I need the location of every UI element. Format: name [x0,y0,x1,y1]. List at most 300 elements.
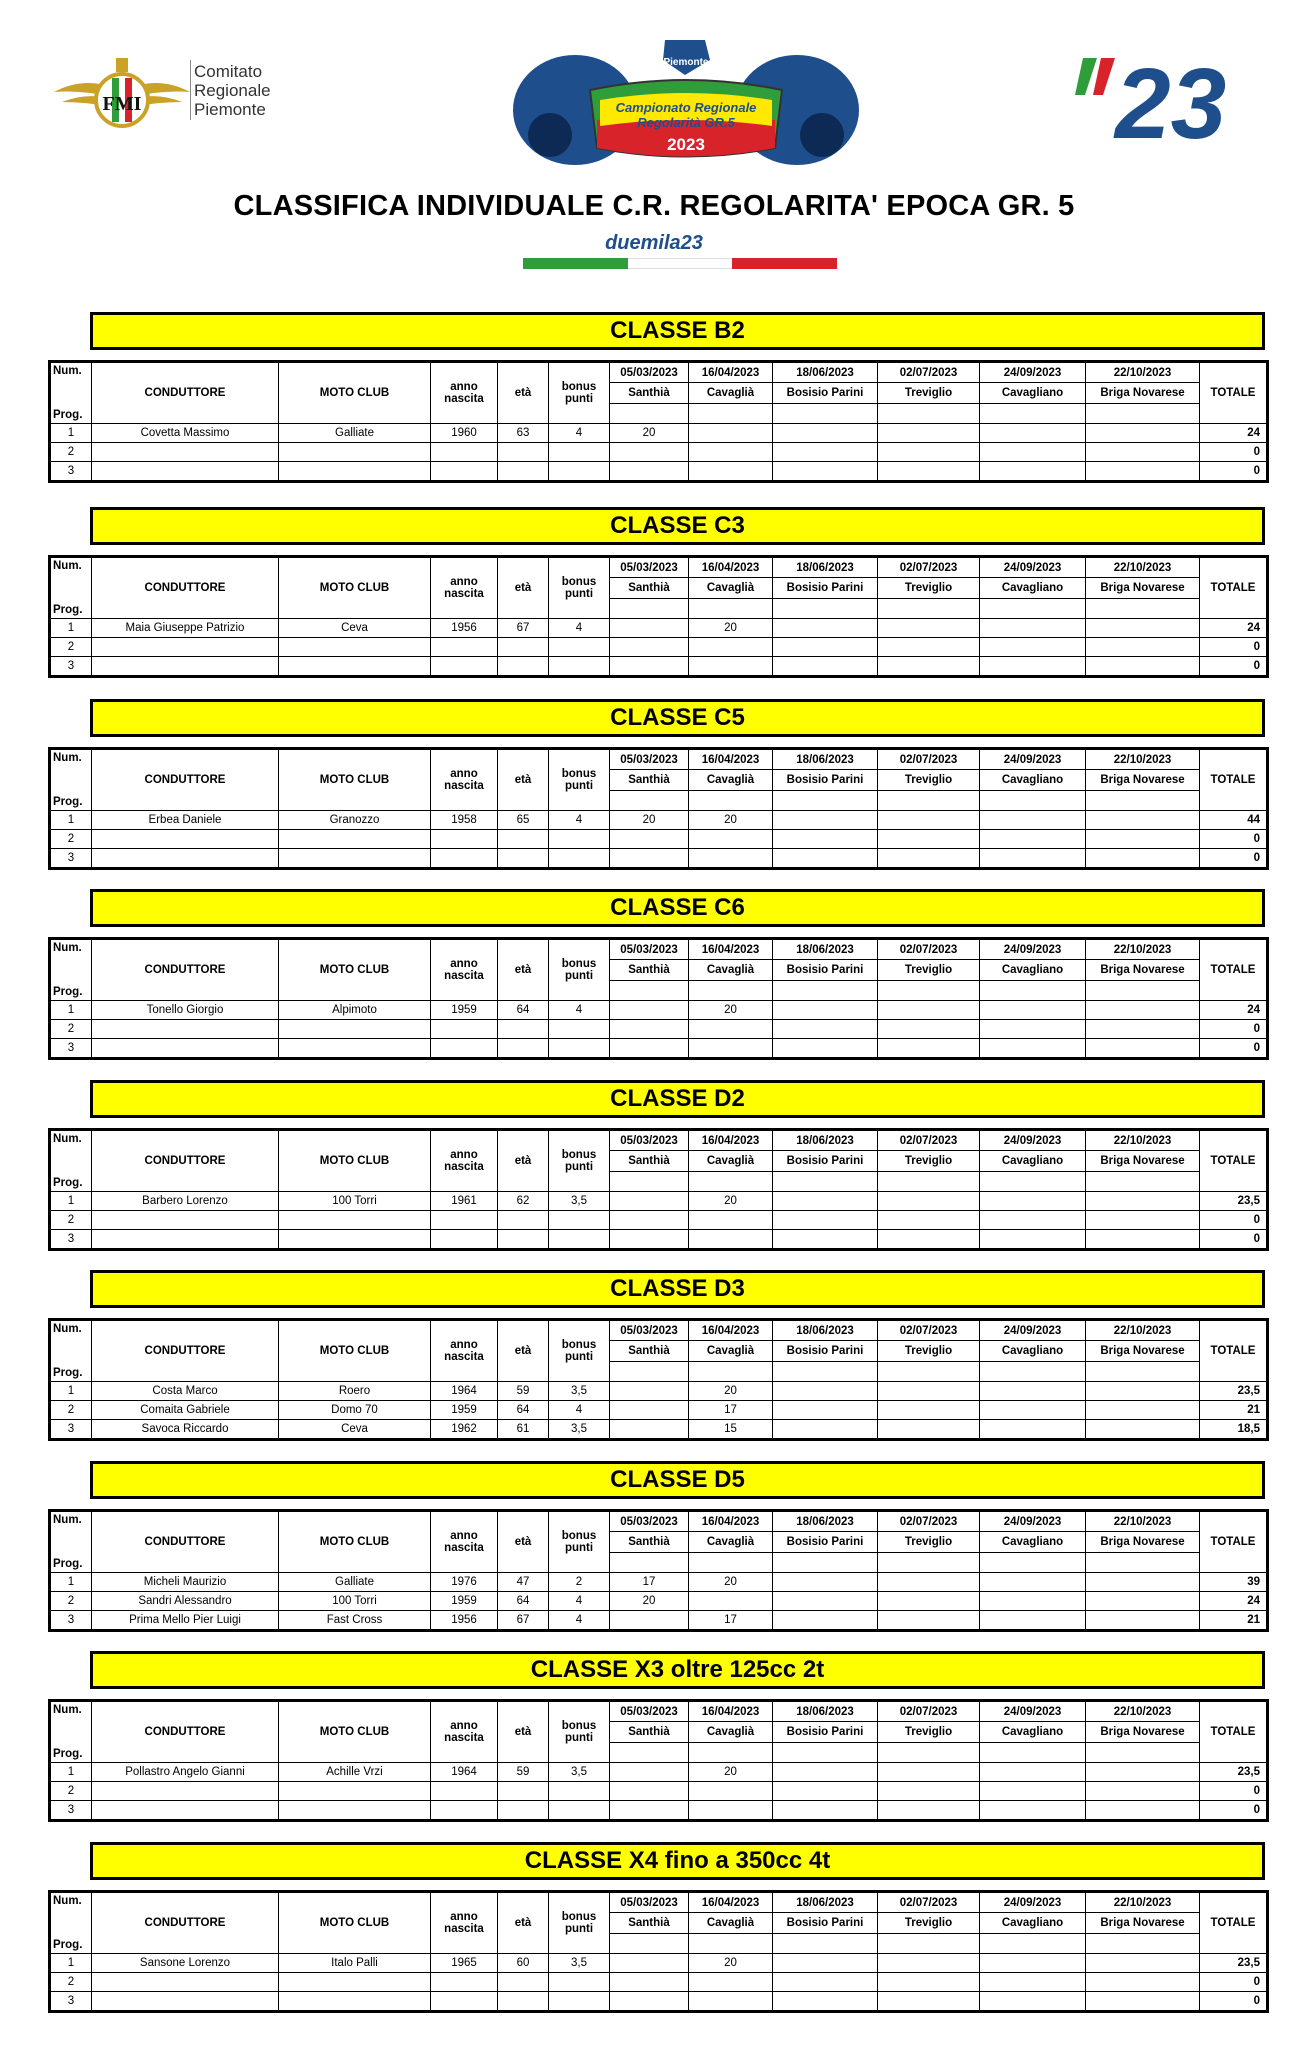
year-line-1: anno [450,1530,478,1542]
race-points [610,638,689,657]
race-date-header: 05/03/2023 [610,1701,689,1722]
race-points: 20 [689,1382,773,1401]
race-date-header: 02/07/2023 [878,1130,980,1151]
row-number: 1 [50,1382,92,1401]
bonus-line-1: bonus [561,1149,597,1161]
class-banner: CLASSE C3 [90,507,1265,545]
race-points [610,1401,689,1420]
race-date-header: 16/04/2023 [689,362,773,383]
race-date-header: 22/10/2023 [1086,557,1200,578]
race-date-header: 02/07/2023 [878,362,980,383]
prog-label: Prog. [53,1748,83,1760]
race-points [1086,1020,1200,1039]
table-row [50,1611,1268,1631]
table-row [50,1973,1268,1992]
race-points [610,1611,689,1631]
bonus-points [549,1801,610,1821]
race-points [689,1782,773,1801]
race-place-header: Treviglio [878,960,980,980]
bonus-line-2: punti [564,1923,594,1935]
bonus-line-2: punti [564,1732,594,1744]
race-place-header: Briga Novarese [1086,383,1200,403]
race-date-header: 02/07/2023 [878,749,980,770]
race-date-header: 16/04/2023 [689,939,773,960]
total-header: TOTALE [1200,1130,1268,1192]
race-points [1086,811,1200,830]
total-points: 0 [1200,1992,1268,2012]
bonus-points: 3,5 [549,1763,610,1782]
birth-year: 1964 [431,1763,498,1782]
bonus-points [549,1020,610,1039]
age [498,443,549,462]
table-row [50,1573,1268,1592]
row-number: 1 [50,1763,92,1782]
total-header: TOTALE [1200,939,1268,1001]
year-line-1: anno [450,1339,478,1351]
birth-year-header [431,749,498,811]
year-line-2: nascita [444,393,484,405]
race-blank-cell [878,790,980,810]
driver-name [92,1039,279,1059]
total-points: 0 [1200,849,1268,869]
race-blank-cell [980,1933,1086,1953]
race-place-header: Cavagliano [980,1341,1086,1361]
race-date-header: 16/04/2023 [689,749,773,770]
race-points [980,1001,1086,1020]
race-points [878,1382,980,1401]
race-points [878,1420,980,1440]
age [498,1039,549,1059]
table-row [50,657,1268,677]
race-points [610,849,689,869]
driver-name [92,443,279,462]
table-row [50,1782,1268,1801]
bonus-line-2: punti [564,1351,594,1363]
race-points [980,811,1086,830]
total-points: 0 [1200,462,1268,482]
num-label: Num. [53,560,82,572]
total-points: 0 [1200,1801,1268,1821]
race-points [980,1763,1086,1782]
race-place-header: Treviglio [878,383,980,403]
race-points [610,1382,689,1401]
driver-name: Maia Giuseppe Patrizio [92,619,279,638]
moto-club [279,1801,431,1821]
row-number: 3 [50,849,92,869]
race-points [878,638,980,657]
bonus-points: 4 [549,811,610,830]
birth-year [431,1801,498,1821]
row-number: 3 [50,1420,92,1440]
driver-name [92,1973,279,1992]
total-points: 0 [1200,1020,1268,1039]
age: 63 [498,424,549,443]
race-blank-cell [878,980,980,1000]
race-blank-cell [689,1742,773,1762]
race-place-header: Cavagliano [980,1151,1086,1171]
bonus-header [549,1320,610,1382]
race-blank-cell [980,598,1086,618]
age: 59 [498,1382,549,1401]
race-date-header: 02/07/2023 [878,939,980,960]
race-points [610,1192,689,1211]
race-points [878,1763,980,1782]
birth-year: 1976 [431,1573,498,1592]
race-blank-cell [1086,1361,1200,1381]
race-points [773,849,878,869]
total-header: TOTALE [1200,557,1268,619]
race-points [610,1211,689,1230]
race-place-header: Santhià [610,578,689,598]
row-number: 2 [50,1401,92,1420]
race-points [1086,1801,1200,1821]
race-points [773,1401,878,1420]
driver-name: Prima Mello Pier Luigi [92,1611,279,1631]
driver-name: Covetta Massimo [92,424,279,443]
birth-year-header [431,1701,498,1763]
race-points [773,1039,878,1059]
race-points [980,1020,1086,1039]
row-number: 1 [50,424,92,443]
race-points [610,619,689,638]
race-points [980,443,1086,462]
birth-year-header [431,1130,498,1192]
race-blank-cell [878,1552,980,1572]
race-place-header: Treviglio [878,1341,980,1361]
race-points [773,424,878,443]
race-place-header: Bosisio Parini [773,1722,878,1742]
prog-label: Prog. [53,1558,83,1570]
race-points [980,1992,1086,2012]
race-place-header: Cavagliano [980,960,1086,980]
bonus-points [549,1782,610,1801]
age: 65 [498,811,549,830]
table-row [50,849,1268,869]
race-points: 17 [610,1573,689,1592]
race-blank-cell [1086,790,1200,810]
race-date-header: 18/06/2023 [773,557,878,578]
moto-club: 100 Torri [279,1592,431,1611]
results-table [48,555,1269,678]
race-date-header: 05/03/2023 [610,557,689,578]
driver-name: Barbero Lorenzo [92,1192,279,1211]
race-points [689,638,773,657]
race-points [773,1382,878,1401]
num-prog-header [50,362,92,424]
birth-year: 1964 [431,1382,498,1401]
class-banner: CLASSE C6 [90,889,1265,927]
race-place-header: Treviglio [878,1532,980,1552]
age-header: età [498,939,549,1001]
race-points: 20 [610,1592,689,1611]
class-banner: CLASSE D2 [90,1080,1265,1118]
race-points [773,830,878,849]
race-points [773,1782,878,1801]
race-blank-cell [1086,980,1200,1000]
race-points [773,1973,878,1992]
race-date-header: 24/09/2023 [980,939,1086,960]
results-table [48,1128,1269,1251]
num-prog-header [50,749,92,811]
year-line-2: nascita [444,1351,484,1363]
total-header: TOTALE [1200,1320,1268,1382]
bonus-line-1: bonus [561,1911,597,1923]
birth-year [431,657,498,677]
race-points [773,1001,878,1020]
table-row [50,1382,1268,1401]
bonus-points [549,1992,610,2012]
driver-name [92,1992,279,2012]
bonus-header [549,1892,610,1954]
age-header: età [498,749,549,811]
row-number: 1 [50,811,92,830]
table-row [50,619,1268,638]
bonus-points: 4 [549,1611,610,1631]
race-place-header: Cavaglià [689,1341,773,1361]
birth-year: 1958 [431,811,498,830]
age [498,830,549,849]
total-points: 18,5 [1200,1420,1268,1440]
race-points [773,811,878,830]
total-points: 39 [1200,1573,1268,1592]
race-blank-cell [878,1171,980,1191]
birth-year [431,1020,498,1039]
race-points [689,1039,773,1059]
driver-name [92,657,279,677]
race-blank-cell [1086,1552,1200,1572]
race-points [878,1954,980,1973]
age [498,1973,549,1992]
age [498,1020,549,1039]
bonus-header [549,1701,610,1763]
race-place-header: Cavagliano [980,770,1086,790]
race-points [773,1954,878,1973]
race-blank-cell [689,598,773,618]
race-points [773,1573,878,1592]
race-points [878,1211,980,1230]
race-blank-cell [773,1933,878,1953]
race-points [689,1020,773,1039]
race-date-header: 24/09/2023 [980,557,1086,578]
table-row [50,1801,1268,1821]
page-title: CLASSIFICA INDIVIDUALE C.R. REGOLARITA' EPOCA GR. 5 [233,190,1075,222]
table-row [50,811,1268,830]
race-date-header: 05/03/2023 [610,1892,689,1913]
bonus-header [549,362,610,424]
driver-name [92,638,279,657]
race-points [878,1782,980,1801]
race-blank-cell [689,1361,773,1381]
total-header: TOTALE [1200,1892,1268,1954]
moto-club: Achille Vrzi [279,1763,431,1782]
driver-name: Erbea Daniele [92,811,279,830]
age-header: età [498,1320,549,1382]
race-blank-cell [773,1552,878,1572]
race-blank-cell [689,1171,773,1191]
age [498,657,549,677]
race-blank-cell [1086,403,1200,423]
age: 59 [498,1763,549,1782]
bonus-line-2: punti [564,1161,594,1173]
race-place-header: Cavagliano [980,578,1086,598]
moto-club [279,1039,431,1059]
birth-year-header [431,557,498,619]
row-number: 1 [50,619,92,638]
race-points [1086,1382,1200,1401]
birth-year-header [431,362,498,424]
race-points: 20 [689,1001,773,1020]
race-points [1086,1992,1200,2012]
race-date-header: 24/09/2023 [980,1130,1086,1151]
moto-club [279,849,431,869]
year-line-2: nascita [444,1923,484,1935]
race-blank-cell [610,1361,689,1381]
year-line-1: anno [450,1911,478,1923]
total-points: 0 [1200,1230,1268,1250]
table-row [50,1211,1268,1230]
race-points [878,657,980,677]
fmi-line-1: Comitato [194,62,263,81]
bonus-points: 4 [549,1592,610,1611]
birth-year [431,1039,498,1059]
race-date-header: 18/06/2023 [773,1892,878,1913]
race-place-header: Santhià [610,770,689,790]
table-row [50,1192,1268,1211]
row-number: 1 [50,1573,92,1592]
num-label: Num. [53,1133,82,1145]
bonus-line-2: punti [564,780,594,792]
race-points [773,1230,878,1250]
bonus-points [549,1230,610,1250]
race-date-header: 22/10/2023 [1086,362,1200,383]
race-blank-cell [980,403,1086,423]
race-points [689,1592,773,1611]
race-blank-cell [773,790,878,810]
race-date-header: 05/03/2023 [610,1320,689,1341]
race-points [878,1592,980,1611]
bonus-points: 4 [549,1401,610,1420]
race-place-header: Bosisio Parini [773,1341,878,1361]
bonus-line-1: bonus [561,381,597,393]
duemila-subtitle: duemila23 [605,232,703,254]
row-number: 2 [50,1020,92,1039]
total-points: 23,5 [1200,1192,1268,1211]
age-header: età [498,557,549,619]
race-points [773,1992,878,2012]
total-points: 44 [1200,811,1268,830]
race-points [1086,1973,1200,1992]
bonus-points [549,1211,610,1230]
age-header: età [498,1701,549,1763]
race-points: 17 [689,1611,773,1631]
race-points [1086,1763,1200,1782]
fmi-letters: FMI [102,93,142,115]
driver-name: Sandri Alessandro [92,1592,279,1611]
results-table [48,747,1269,870]
race-place-header: Bosisio Parini [773,770,878,790]
race-place-header: Cavaglià [689,770,773,790]
race-place-header: Santhià [610,1341,689,1361]
year-line-1: anno [450,768,478,780]
race-date-header: 18/06/2023 [773,362,878,383]
race-points: 20 [610,811,689,830]
champ-line-2: Regolarità GR.5 [637,115,735,130]
row-number: 2 [50,1782,92,1801]
birth-year: 1961 [431,1192,498,1211]
race-points [610,1230,689,1250]
race-date-header: 22/10/2023 [1086,1701,1200,1722]
results-table [48,1509,1269,1632]
race-place-header: Treviglio [878,770,980,790]
birth-year: 1956 [431,1611,498,1631]
race-place-header: Santhià [610,960,689,980]
birth-year-header [431,1892,498,1954]
total-points: 0 [1200,1973,1268,1992]
moto-club: Roero [279,1382,431,1401]
total-points: 0 [1200,657,1268,677]
class-banner: CLASSE B2 [90,312,1265,350]
race-place-header: Cavaglià [689,960,773,980]
race-date-header: 18/06/2023 [773,1701,878,1722]
race-date-header: 24/09/2023 [980,749,1086,770]
race-points [610,1763,689,1782]
results-table [48,1890,1269,2013]
race-date-header: 05/03/2023 [610,362,689,383]
birth-year: 1959 [431,1001,498,1020]
class-banner: CLASSE X3 oltre 125cc 2t [90,1651,1265,1689]
race-points [980,1573,1086,1592]
driver-name: Pollastro Angelo Gianni [92,1763,279,1782]
race-points: 20 [689,1573,773,1592]
race-place-header: Bosisio Parini [773,578,878,598]
moto-club: Ceva [279,1420,431,1440]
race-place-header: Cavaglià [689,1151,773,1171]
race-place-header: Briga Novarese [1086,1532,1200,1552]
age [498,462,549,482]
birth-year: 1959 [431,1592,498,1611]
race-points [610,1801,689,1821]
birth-year [431,1782,498,1801]
club-header: MOTO CLUB [279,749,431,811]
race-points [980,1230,1086,1250]
race-place-header: Briga Novarese [1086,1913,1200,1933]
race-points [1086,849,1200,869]
race-points [878,849,980,869]
race-points [1086,1211,1200,1230]
race-date-header: 02/07/2023 [878,557,980,578]
race-points [878,1611,980,1631]
moto-club [279,830,431,849]
table-row [50,462,1268,482]
bonus-points [549,638,610,657]
race-points [1086,1573,1200,1592]
num-label: Num. [53,1704,82,1716]
race-points [689,1801,773,1821]
num-prog-header [50,557,92,619]
race-date-header: 05/03/2023 [610,749,689,770]
race-points [689,657,773,677]
bonus-points [549,462,610,482]
race-date-header: 02/07/2023 [878,1320,980,1341]
year-line-1: anno [450,1720,478,1732]
race-blank-cell [1086,1742,1200,1762]
row-number: 2 [50,830,92,849]
year-line-2: nascita [444,1161,484,1173]
race-place-header: Cavagliano [980,383,1086,403]
birth-year: 1962 [431,1420,498,1440]
bonus-points: 4 [549,1001,610,1020]
driver-name [92,1230,279,1250]
